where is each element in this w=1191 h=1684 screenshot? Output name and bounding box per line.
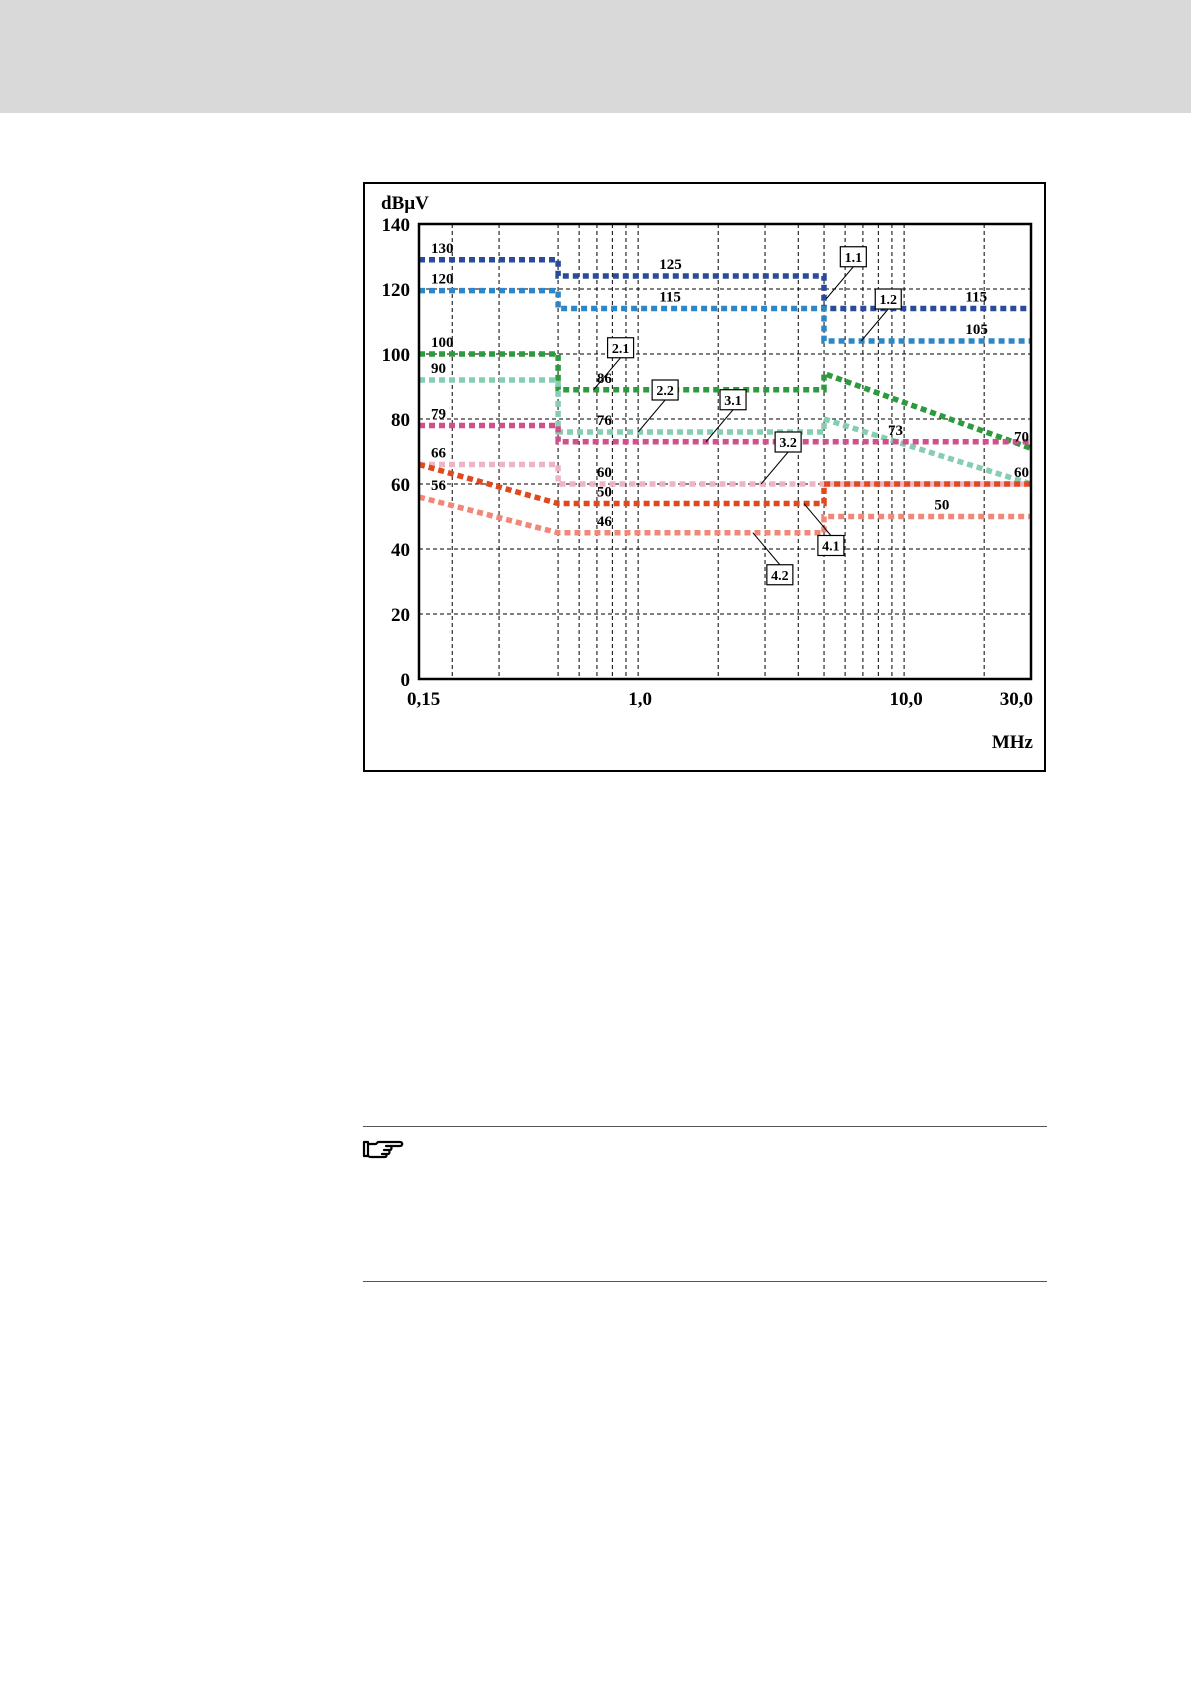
value-label: 60 (1014, 465, 1029, 481)
value-label: 90 (431, 361, 446, 377)
value-label: 76 (596, 413, 612, 429)
callout-label: 2.2 (656, 384, 674, 399)
value-label: 120 (431, 271, 454, 288)
y-tick-label: 140 (381, 215, 410, 236)
note-top-rule (363, 1126, 1047, 1127)
y-tick-label: 100 (381, 345, 410, 366)
chart-svg (365, 184, 1044, 770)
callout-label: 4.1 (822, 539, 840, 555)
callout-label: 1.1 (844, 250, 863, 266)
y-tick-labels (382, 215, 411, 691)
callout-label: 3.1 (724, 393, 742, 409)
callout-label: 1.2 (879, 293, 897, 308)
value-label: 66 (431, 445, 446, 462)
y-tick-label: 120 (381, 280, 410, 301)
value-label: 50 (934, 497, 950, 514)
series-line-1-2 (419, 291, 1031, 341)
callout-label: 4.2 (771, 568, 789, 584)
series-line-3-1 (419, 426, 1031, 442)
x-tick-labels (407, 689, 1033, 710)
note-bottom-rule (363, 1281, 1047, 1282)
y-tick-label: 80 (391, 410, 410, 431)
value-label: 125 (659, 257, 682, 273)
callout-leader (706, 410, 733, 442)
page-header-band (0, 0, 1191, 113)
series-line-1-1 (419, 260, 1031, 309)
value-label: 56 (431, 478, 446, 494)
callout-label: 2.1 (611, 341, 630, 357)
value-label: 115 (965, 289, 988, 306)
x-axis-unit: MHz (991, 732, 1033, 753)
value-label: 115 (659, 289, 681, 306)
value-label: 70 (1014, 429, 1029, 446)
series-line-3-2 (419, 465, 1031, 485)
y-tick-label: 40 (391, 540, 410, 561)
value-label: 100 (431, 335, 454, 351)
value-label: 86 (596, 370, 612, 387)
x-tick-label: 10,0 (889, 689, 923, 710)
pointing-hand-icon (362, 1134, 406, 1160)
value-label: 79 (431, 406, 446, 423)
y-tick-label: 60 (391, 475, 410, 496)
value-label: 73 (888, 422, 904, 439)
callout-label: 3.2 (779, 436, 797, 451)
value-label: 46 (596, 513, 612, 530)
x-tick-label: 1,0 (628, 689, 653, 710)
y-tick-label: 0 (400, 670, 410, 691)
value-label: 50 (596, 484, 612, 501)
value-label: 130 (431, 240, 454, 257)
callout-leader (638, 400, 665, 432)
value-label: 60 (596, 465, 612, 481)
x-tick-label: 30,0 (999, 689, 1033, 710)
value-label: 105 (965, 322, 988, 338)
x-tick-label: 0,15 (407, 689, 441, 710)
y-axis-unit: dBµV (381, 193, 429, 214)
emission-limit-chart (363, 182, 1046, 772)
y-tick-label: 20 (391, 605, 410, 626)
callout-leader (826, 267, 853, 299)
callout-leader (861, 309, 888, 341)
